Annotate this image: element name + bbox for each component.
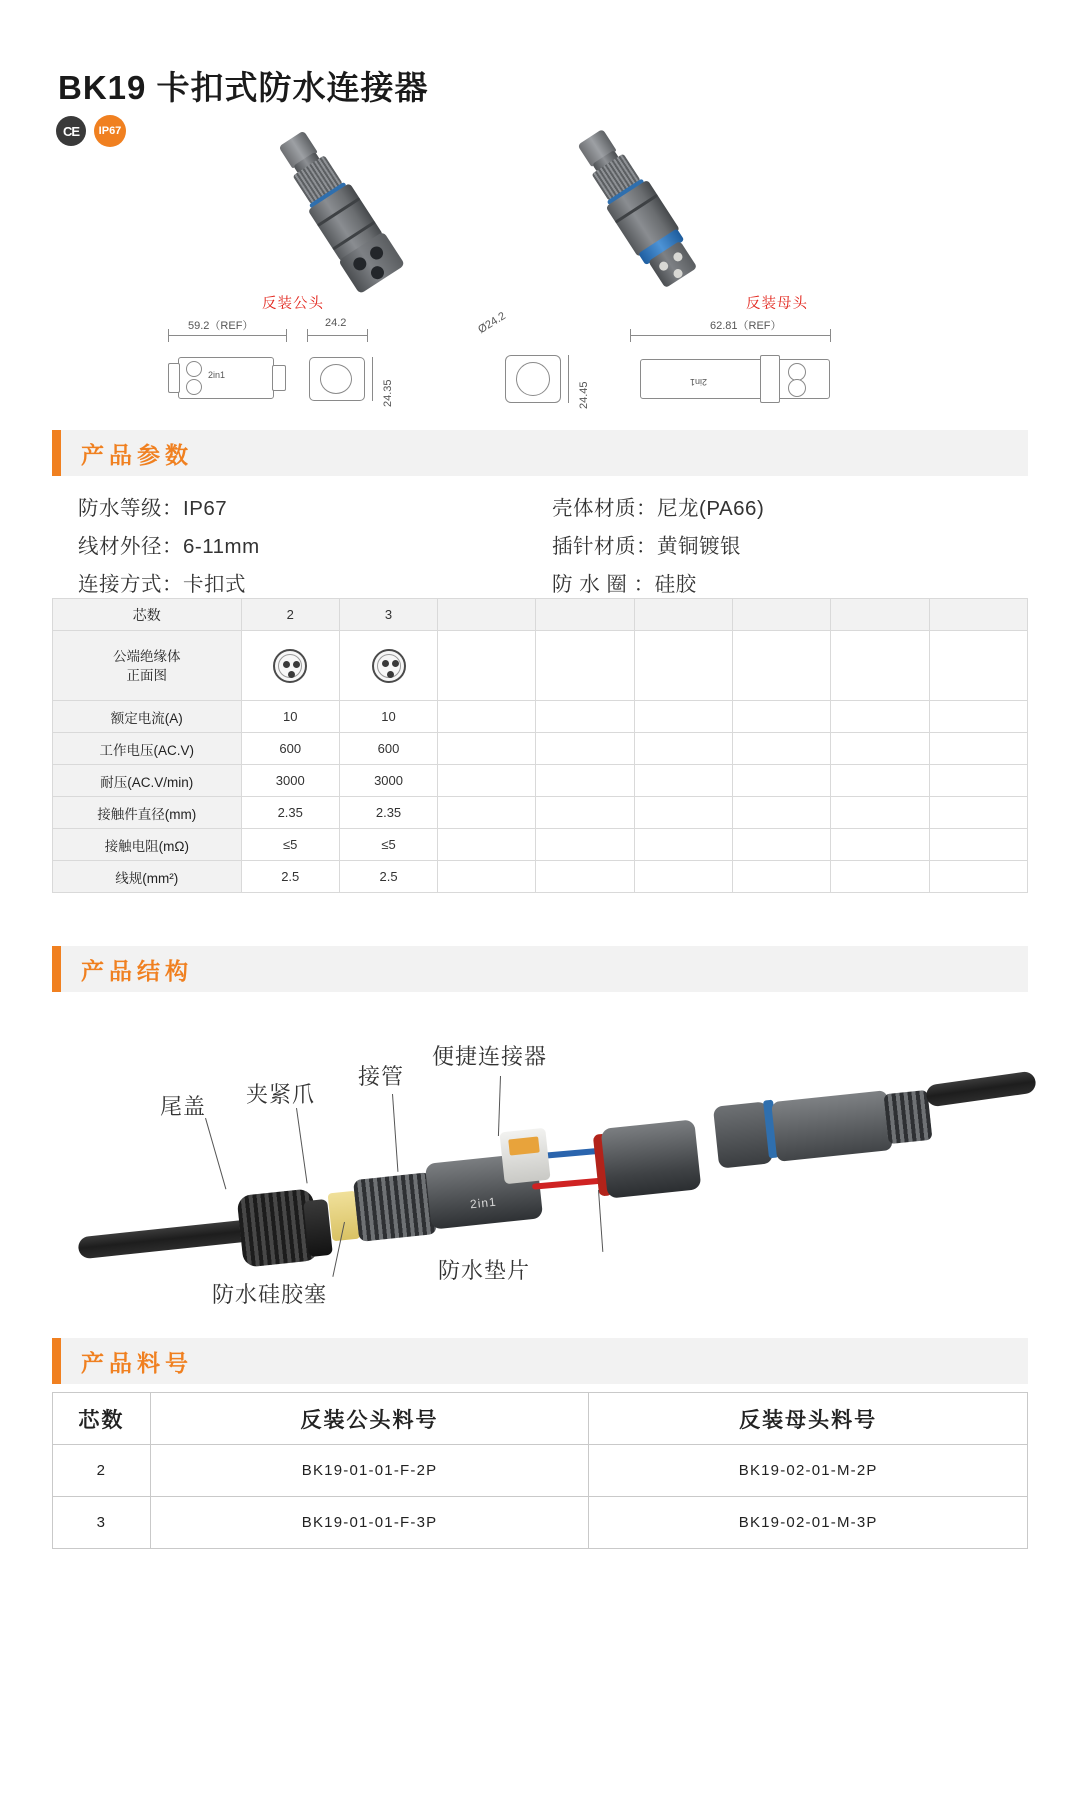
spec-value: 2.5	[241, 861, 339, 893]
spec-value: 600	[339, 733, 437, 765]
table-row	[53, 861, 1028, 893]
male-connector-caption: 反装公头	[262, 296, 324, 312]
dimension-drawings	[0, 309, 1080, 425]
label-waterproof-gasket: 防水垫片	[438, 1258, 531, 1283]
spec-value: 2.35	[241, 797, 339, 829]
table-row	[53, 631, 1028, 701]
param-housing-material: 壳体材质：尼龙(PA66)	[552, 497, 765, 520]
pn-header-male: 反装公头料号	[150, 1393, 589, 1445]
dim-female-diameter: Ø24.2	[476, 309, 508, 337]
pn-header-core-count: 芯数	[53, 1393, 151, 1445]
spec-value: 3000	[241, 765, 339, 797]
spec-col-empty-3	[634, 599, 732, 631]
spec-label-rated-current: 额定电流(A)	[53, 701, 242, 733]
parameters-block	[0, 490, 1080, 610]
spec-col-empty-2	[536, 599, 634, 631]
table-row	[53, 829, 1028, 861]
pn-header-female: 反装母头料号	[589, 1393, 1028, 1445]
spec-value: ≤5	[241, 829, 339, 861]
pn-female-code: BK19-02-01-M-2P	[589, 1445, 1028, 1497]
female-connector-caption: 反装母头	[746, 296, 808, 312]
dim-female-length: 62.81（REF）	[710, 320, 782, 332]
spec-col-3: 3	[339, 599, 437, 631]
structure-body-text: 2in1	[469, 1194, 498, 1212]
param-connection-type: 连接方式：卡扣式	[78, 573, 246, 596]
spec-value: 10	[339, 701, 437, 733]
label-joint-tube: 接管	[358, 1064, 405, 1089]
dim-male-height: 24.35	[382, 379, 394, 407]
section-header-parameters	[52, 430, 1028, 476]
dim-male-width: 24.2	[325, 317, 347, 329]
table-header-row	[53, 599, 1028, 631]
param-seal-ring: 防 水 圈 ：硅胶	[552, 573, 697, 596]
spec-value: 2.35	[339, 797, 437, 829]
spec-header-core-count: 芯数	[53, 599, 242, 631]
spec-label-working-voltage: 工作电压(AC.V)	[53, 733, 242, 765]
label-tail-cap: 尾盖	[160, 1094, 207, 1119]
spec-value: 2.5	[339, 861, 437, 893]
label-clamp-claw: 夹紧爪	[246, 1082, 316, 1107]
spec-col-empty-5	[831, 599, 929, 631]
spec-col-empty-6	[929, 599, 1027, 631]
specification-table	[52, 598, 1028, 893]
pn-male-code: BK19-01-01-F-3P	[150, 1497, 589, 1549]
spec-label-insulator-front-view: 公端绝缘体 正面图	[53, 631, 242, 701]
part-number-table	[52, 1392, 1028, 1549]
table-row	[53, 701, 1028, 733]
spec-label-withstand-voltage: 耐压(AC.V/min)	[53, 765, 242, 797]
label-quick-connector: 便捷连接器	[432, 1044, 548, 1069]
dim-male-length: 59.2（REF）	[188, 320, 254, 332]
insulator-face-3pin	[339, 631, 437, 701]
insulator-face-2pin	[241, 631, 339, 701]
spec-value: 600	[241, 733, 339, 765]
label-silicone-plug: 防水硅胶塞	[212, 1282, 328, 1307]
dim-female-height: 24.45	[578, 381, 590, 409]
dim-female-body-text: 2in1	[690, 377, 708, 387]
table-row	[53, 797, 1028, 829]
structure-diagram	[0, 1000, 1080, 1330]
spec-value: ≤5	[339, 829, 437, 861]
pn-core-count: 2	[53, 1445, 151, 1497]
table-row	[53, 1445, 1028, 1497]
section-title-structure: 产品结构	[81, 957, 193, 984]
spec-label-wire-gauge: 线规(mm²)	[53, 861, 242, 893]
male-connector-image	[255, 130, 385, 310]
pn-male-code: BK19-01-01-F-2P	[150, 1445, 589, 1497]
ip67-mark-icon: IP67	[94, 115, 126, 147]
spec-value: 3000	[339, 765, 437, 797]
spec-value: 10	[241, 701, 339, 733]
section-title-parameters: 产品参数	[81, 441, 193, 468]
spec-col-empty-1	[438, 599, 536, 631]
spec-label-contact-resistance: 接触电阻(mΩ)	[53, 829, 242, 861]
section-title-part-numbers: 产品料号	[81, 1349, 193, 1376]
param-pin-material: 插针材质：黄铜镀银	[552, 535, 741, 558]
param-waterproof-grade: 防水等级：IP67	[78, 497, 228, 520]
table-row	[53, 733, 1028, 765]
spec-col-empty-4	[733, 599, 831, 631]
parameters-right-column	[552, 490, 764, 604]
parameters-left-column	[78, 490, 260, 604]
table-header-row	[53, 1393, 1028, 1445]
section-header-part-numbers	[52, 1338, 1028, 1384]
page-title: BK19 卡扣式防水连接器	[58, 69, 429, 106]
table-row	[53, 765, 1028, 797]
section-header-structure	[52, 946, 1028, 992]
dim-body-text: 2in1	[208, 370, 226, 380]
pn-female-code: BK19-02-01-M-3P	[589, 1497, 1028, 1549]
hero-product-images	[0, 130, 1080, 315]
table-row	[53, 1497, 1028, 1549]
ce-mark-icon: CE	[56, 116, 86, 146]
param-cable-od: 线材外径：6-11mm	[78, 535, 260, 558]
spec-col-2: 2	[241, 599, 339, 631]
pn-core-count: 3	[53, 1497, 151, 1549]
spec-label-contact-diameter: 接触件直径(mm)	[53, 797, 242, 829]
female-connector-image	[555, 130, 685, 310]
